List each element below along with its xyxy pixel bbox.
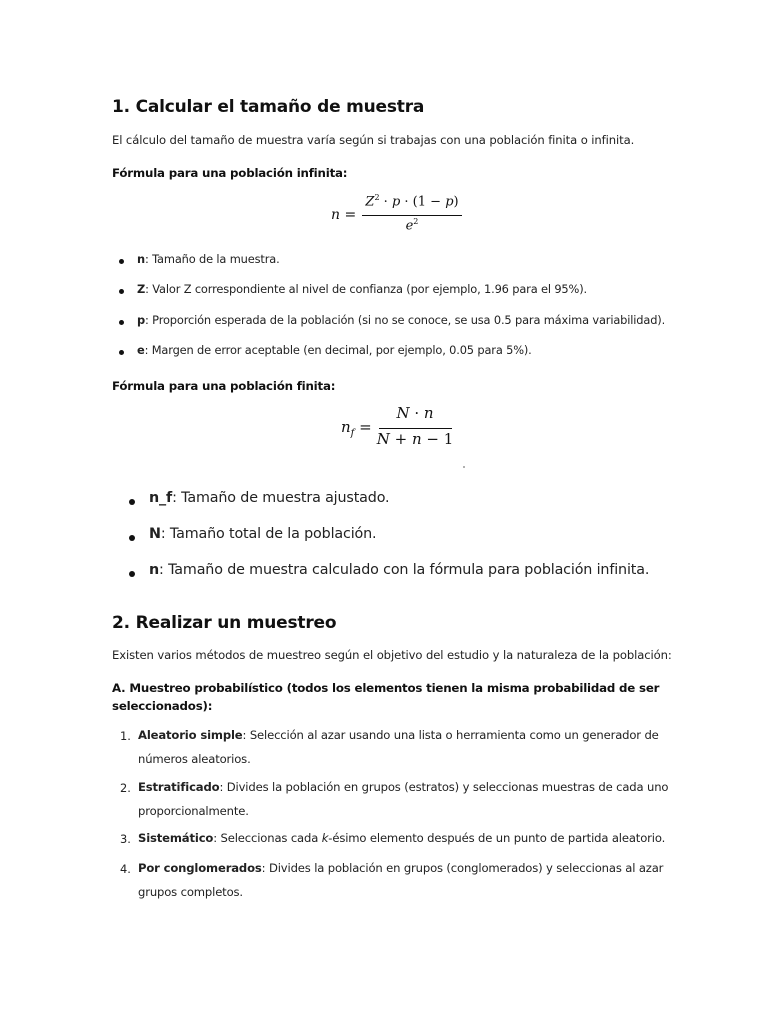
term-desc: : Tamaño total de la población. <box>160 526 377 542</box>
method-desc: : Divides la población en grupos (conglomerados) y seleccionas al azar <box>261 861 664 875</box>
finite-formula-label: Fórmula para una población finita: <box>112 379 336 393</box>
method-term: Estratificado <box>138 780 220 794</box>
method-desc: : Selección al azar usando una lista o herramienta como un generador de <box>242 728 659 742</box>
term-desc: : Valor Z correspondiente al nivel de confianza (por ejemplo, 1.96 para el 95%). <box>145 282 587 296</box>
term-desc: : Tamaño de muestra ajustado. <box>172 490 390 506</box>
finite-formula-numerator: N · n <box>396 404 434 422</box>
bullet-icon <box>129 571 135 577</box>
method-desc-cont: grupos completos. <box>138 885 243 899</box>
term-desc: : Margen de error aceptable (en decimal, por ejemplo, 0.05 para 5%). <box>144 343 532 357</box>
term-N: N <box>149 526 161 542</box>
item-number: 2. <box>120 781 131 795</box>
term-desc: : Proporción esperada de la población (si no se conoce, se usa 0.5 para máxima variabilidad). <box>145 313 666 327</box>
term-z: Z <box>137 282 146 296</box>
bullet-icon <box>119 320 124 325</box>
method-term: Sistemático <box>138 831 214 845</box>
method-desc: : Seleccionas cada <box>213 831 322 845</box>
probabilistic-subhead-line2: seleccionados): <box>112 699 213 713</box>
term-p: p <box>137 313 146 327</box>
method-var: k <box>321 831 329 845</box>
method-desc: : Divides la población en grupos (estratos) y seleccionas muestras de cada uno <box>219 780 669 794</box>
item-number: 1. <box>120 729 131 743</box>
finite-formula-denominator: N + n − 1 <box>376 430 454 448</box>
term-nf: n_f <box>149 490 173 506</box>
term-e: e <box>137 343 145 357</box>
finite-formula-lhs: $n_f$ = <box>341 418 372 439</box>
infinite-formula-denominator: $e^2$ <box>405 217 419 234</box>
method-desc: -ésimo elemento después de un punto de partida aleatorio. <box>328 831 666 845</box>
bullet-icon <box>119 350 124 355</box>
item-number: 4. <box>120 862 131 876</box>
finite-fraction-bar <box>379 428 452 429</box>
item-number: 3. <box>120 832 131 846</box>
infinite-formula-lhs: n = <box>331 207 357 223</box>
method-term: Aleatorio simple <box>138 728 243 742</box>
infinite-formula-numerator: $Z^2 \cdot p \cdot (1 - p)$ <box>365 193 459 210</box>
section-2-intro: Existen varios métodos de muestreo según el objetivo del estudio y la naturaleza de la población: <box>112 648 672 662</box>
section-2-title: 2. Realizar un muestreo <box>112 613 337 633</box>
bullet-icon <box>119 289 124 294</box>
infinite-fraction-bar <box>362 215 462 216</box>
bullet-icon <box>129 535 135 541</box>
method-desc-cont: proporcionalmente. <box>138 804 249 818</box>
term-desc: : Tamaño de la muestra. <box>144 252 280 266</box>
bullet-icon <box>129 499 135 505</box>
infinite-formula-lhs-text <box>331 207 332 239</box>
method-term: Por conglomerados <box>138 861 262 875</box>
method-desc-cont: números aleatorios. <box>138 752 251 766</box>
bullet-icon <box>119 259 124 264</box>
section-1-intro: El cálculo del tamaño de muestra varía según si trabajas con una población finita o infinita. <box>112 133 635 147</box>
term-n2: n <box>149 562 160 578</box>
probabilistic-subhead-line1: A. Muestreo probabilístico (todos los elementos tienen la misma probabilidad de ser <box>112 681 660 695</box>
term-desc: : Tamaño de muestra calculado con la fórmula para población infinita. <box>159 562 650 578</box>
section-1-title: 1. Calcular el tamaño de muestra <box>112 97 425 117</box>
infinite-formula-label: Fórmula para una población infinita: <box>112 166 348 180</box>
stray-dot <box>463 466 465 468</box>
term-n: n <box>137 252 145 266</box>
